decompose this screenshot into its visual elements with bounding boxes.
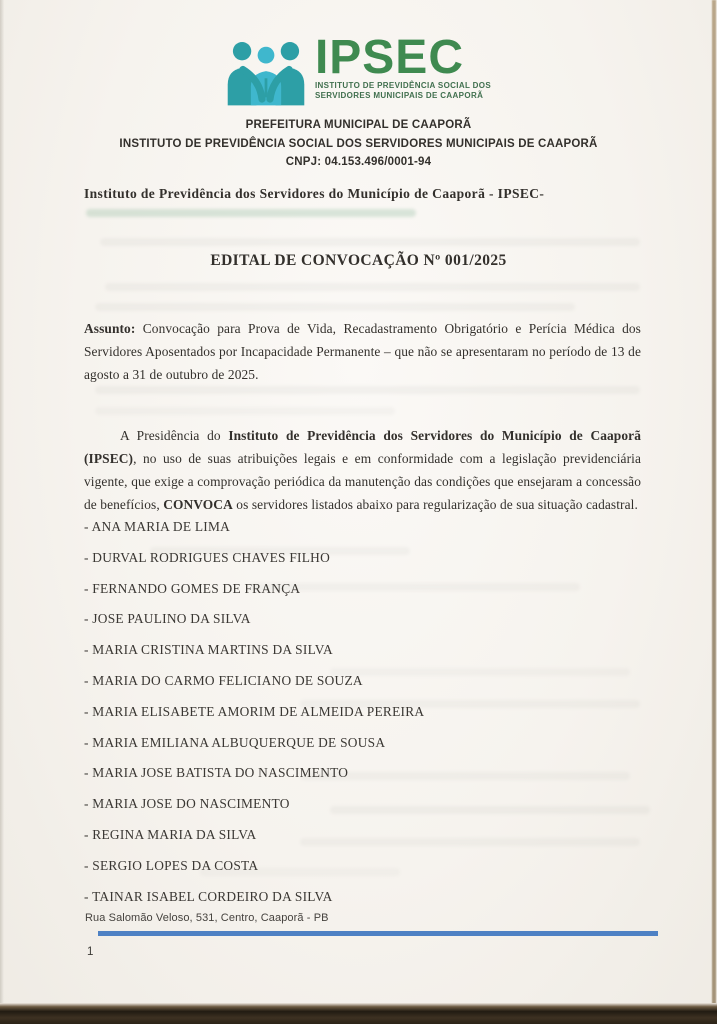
scan-edge-bottom xyxy=(0,1003,717,1024)
convoked-name: - ANA MARIA DE LIMA xyxy=(84,519,231,534)
body-convoca-bold: CONVOCA xyxy=(163,497,233,512)
subject-paragraph xyxy=(84,317,641,386)
convoked-name: - DURVAL RODRIGUES CHAVES FILHO xyxy=(84,549,330,565)
bleed-through-smudge xyxy=(95,386,640,394)
letterhead-prefeitura: PREFEITURA MUNICIPAL DE CAAPORÃ xyxy=(245,119,472,131)
convoked-name: - MARIA ELISABETE AMORIM DE ALMEIDA PEREIRA xyxy=(84,703,425,719)
scan-edge-right xyxy=(712,0,716,1006)
scan-edge-left xyxy=(0,0,4,1024)
footer-address: Rua Salomão Veloso, 531, Centro, Caaporã - PB xyxy=(85,912,329,924)
institution-title-line: Instituto de Previdência dos Servidores do Município de Caaporã - IPSEC- xyxy=(84,186,545,201)
bleed-through-smudge xyxy=(86,209,416,217)
convoked-name: - MARIA EMILIANA ALBUQUERQUE DE SOUSA xyxy=(84,734,386,750)
bleed-through-smudge xyxy=(105,283,640,291)
letterhead-instituto: INSTITUTO DE PREVIDÊNCIA SOCIAL DOS SERVIDORES MUNICIPAIS DE CAAPORÃ xyxy=(119,137,598,150)
body-org-bold: Instituto de Previdência dos Servidores do Município de Caaporã (IPSEC) xyxy=(84,428,641,466)
convoked-name: - JOSE PAULINO DA SILVA xyxy=(84,611,251,627)
letterhead-cnpj: CNPJ: 04.153.496/0001-94 xyxy=(285,156,432,168)
subject-label: Assunto: xyxy=(84,321,136,336)
logo-tagline-line2: SERVIDORES MUNICIPAIS DE CAAPORÃ xyxy=(314,90,484,100)
body-end: os servidores listados abaixo para regularização de sua situação cadastral. xyxy=(232,497,638,512)
convoked-name: - MARIA CRISTINA MARTINS DA SILVA xyxy=(84,642,333,658)
letterhead xyxy=(0,116,717,172)
convoked-name: - MARIA DO CARMO FELICIANO DE SOUZA xyxy=(84,672,363,688)
convoked-name: - TAINAR ISABEL CORDEIRO DA SILVA xyxy=(84,888,333,904)
subject-text: Convocação para Prova de Vida, Recadastramento Obrigatório e Perícia Médica dos Servidores Aposentados por Incapacidade Permanente – que não se apresentaram no período de 13 de agosto a 31 de outubro de 2025. xyxy=(84,321,641,382)
bleed-through-smudge xyxy=(100,238,640,246)
bleed-through-smudge xyxy=(95,407,395,415)
body-intro: A Presidência do xyxy=(120,428,229,443)
logo-tagline-line1: INSTITUTO DE PREVIDÊNCIA SOCIAL DOS xyxy=(314,81,492,90)
logo-brand-text: IPSEC xyxy=(314,31,464,84)
three-people-icon xyxy=(226,40,306,107)
page-number: 1 xyxy=(87,946,94,958)
logo-tagline xyxy=(315,81,491,100)
ipsec-logo xyxy=(0,31,717,107)
bleed-through-smudge xyxy=(95,303,575,311)
convoked-name: - REGINA MARIA DA SILVA xyxy=(84,826,257,842)
convoked-name: - MARIA JOSE BATISTA DO NASCIMENTO xyxy=(84,765,349,781)
convoked-name: - SERGIO LOPES DA COSTA xyxy=(84,857,259,873)
body-middle: , no uso de suas atribuições legais e em conformidade com a legislação previdenciária vigente, que exige a comprovação periódica da manutenção das condições que ensejaram a concessão de benefícios, xyxy=(84,451,641,512)
convoked-name: - MARIA JOSE DO NASCIMENTO xyxy=(84,796,290,812)
convoked-name: - FERNANDO GOMES DE FRANÇA xyxy=(84,580,301,596)
document-title: EDITAL DE CONVOCAÇÃO Nº 001/2025 xyxy=(210,252,507,269)
logo-text xyxy=(314,31,492,100)
body-paragraph xyxy=(84,424,641,516)
convoked-names-list xyxy=(84,520,424,920)
footer-rule xyxy=(98,931,658,936)
